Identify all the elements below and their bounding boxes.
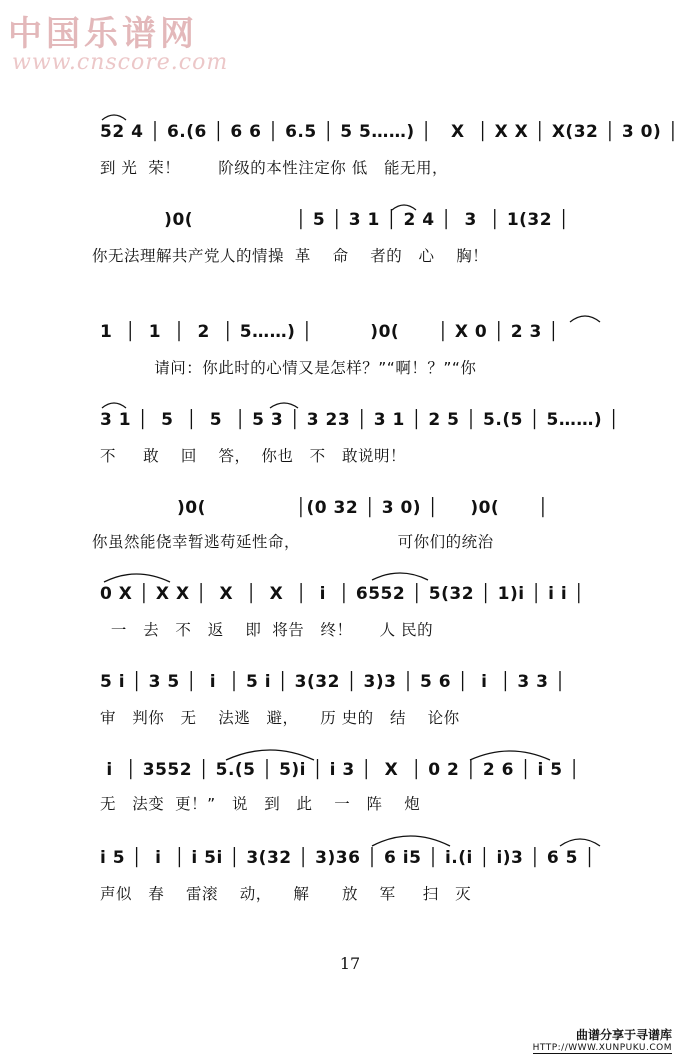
watermark-logo: 中国乐谱网 <box>8 14 198 54</box>
score-row-4-notes: 3 1 │ 5 │ 5 │ 5 3 │ 3 23 │ 3 1 │ 2 5 │ 5.(5 │ 5……) │ <box>100 410 620 430</box>
page-number: 17 <box>339 954 361 973</box>
footer-credit-text: 曲谱分享于寻谱库 <box>575 1028 672 1042</box>
score-row-5-lyrics: 你虽然能侥幸暂逃苟延性命， 可你们的统治 <box>92 533 494 551</box>
score-row-6-notes: 0 X │ X X │ X │ X │ i │ 6552 │ 5(32 │ 1)i │ i i │ <box>100 584 585 604</box>
watermark-url: www.cnscore.com <box>12 50 229 75</box>
score-row-8-notes: i │ 3552 │ 5.(5 │ 5)i │ i 3 │ X │ 0 2 │ 2 6 │ i 5 │ <box>100 760 580 780</box>
score-row-1-lyrics: 到 光 荣！ 阶级的本性注定你 低 能无用， <box>100 159 448 177</box>
score-row-9-lyrics: 声似 春 雷滚 动， 解 放 军 扫 灭 <box>100 885 472 903</box>
score-row-8-lyrics: 无 法变 更！” 说 到 此 一 阵 炮 <box>100 795 421 813</box>
score-row-1-notes: 52 4 │ 6.(6 │ 6 6 │ 6.5 │ 5 5……) │ X │ X X │ X(32 │ 3 0) │ <box>100 122 679 142</box>
score-row-2-lyrics: 你无法理解共产党人的情操 革 命 者的 心 胸！ <box>92 247 489 265</box>
footer-credit-url: HTTP://WWW.XUNPUKU.COM <box>532 1043 672 1053</box>
score-row-3-lyrics: 请问：你此时的心情又是怎样？”“啊！？”“你 <box>100 359 477 377</box>
score-row-7-lyrics: 审 判你 无 法逃 避， 历 史的 结 论你 <box>100 709 460 727</box>
score-row-2-notes: )0( │ 5 │ 3 1 │ 2 4 │ 3 │ 1(32 │ <box>100 210 570 230</box>
score-row-6-lyrics: 一 去 不 返 即 将告 终！ 人 民的 <box>100 621 434 639</box>
score-row-5-notes: )0( │(0 32 │ 3 0) │ )0( │ <box>100 498 549 518</box>
score-row-7-notes: 5 i │ 3 5 │ i │ 5 i │ 3(32 │ 3)3 │ 5 6 │ i │ 3 3 │ <box>100 672 566 692</box>
score-row-4-lyrics: 不 敢 回 答， 你也 不 敢说明！ <box>100 447 406 465</box>
score-row-9-notes: i 5 │ i │ i 5i │ 3(32 │ 3)36 │ 6 i5 │ i.(i │ i)3 │ 6 5 │ <box>100 848 596 868</box>
score-row-3-notes: 1 │ 1 │ 2 │ 5……) │ )0( │ X 0 │ 2 3 │ <box>100 322 559 342</box>
footer-credit <box>533 1026 672 1054</box>
